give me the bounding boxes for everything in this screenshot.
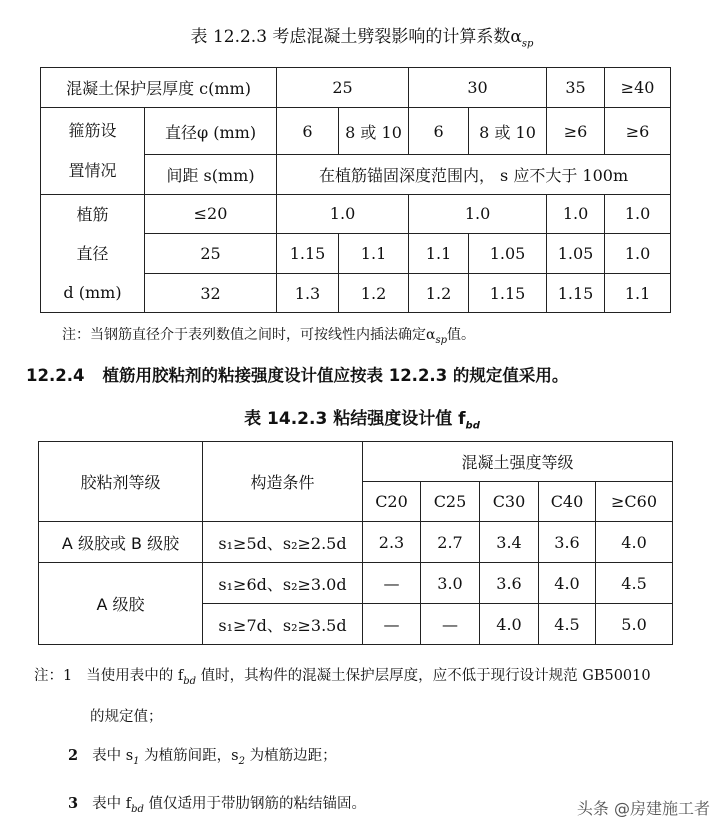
note-1-continued: 的规定值； xyxy=(90,709,163,725)
value-cell: 1.05 xyxy=(469,233,547,274)
glue-grade-ab: A 级胶或 B 级胶 xyxy=(39,522,203,563)
value-cell: 1.0 xyxy=(409,195,547,234)
value-cell: 1.15 xyxy=(469,274,547,313)
cover-25: 25 xyxy=(277,68,409,108)
value-cell: 4.0 xyxy=(596,522,673,563)
grade-header: C30 xyxy=(480,482,539,522)
value-cell: 3.6 xyxy=(539,522,596,563)
value-cell: 1.2 xyxy=(339,274,409,313)
coefficient-table xyxy=(40,67,671,313)
d-value: 25 xyxy=(145,233,277,274)
d-value: ≤20 xyxy=(145,195,277,234)
value-cell: 3.0 xyxy=(421,563,480,604)
value-cell: 1.15 xyxy=(547,274,605,313)
value-cell: 4.0 xyxy=(539,563,596,604)
dia-cell: ≥6 xyxy=(605,108,671,155)
value-cell: 1.15 xyxy=(277,233,339,274)
dia-cell: ≥6 xyxy=(547,108,605,155)
value-cell: 2.7 xyxy=(421,522,480,563)
dia-cell: 6 xyxy=(409,108,469,155)
value-cell: 3.4 xyxy=(480,522,539,563)
grade-header: C40 xyxy=(539,482,596,522)
header-concrete: 混凝土强度等级 xyxy=(363,442,673,482)
value-cell: 1.3 xyxy=(277,274,339,313)
condition-cell: s₁≥5d、s₂≥2.5d xyxy=(203,522,363,563)
dia-cell: 6 xyxy=(277,108,339,155)
cover-35: 35 xyxy=(547,68,605,108)
value-cell: 1.0 xyxy=(547,195,605,234)
value-cell: 5.0 xyxy=(596,604,673,645)
spacing-label: 间距 s(mm) xyxy=(145,155,277,195)
table2-caption: 表 14.2.3 粘结强度设计值 $f_{bd}$ xyxy=(244,409,480,432)
note-3: 3 表中 $f_{bd}$ 值仅适用于带肋钢筋的粘结锚固。 xyxy=(68,795,366,815)
glue-grade-a: A 级胶 xyxy=(39,563,203,645)
value-cell: 1.0 xyxy=(605,195,671,234)
value-cell: 4.0 xyxy=(480,604,539,645)
dia-cell: 8 或 10 xyxy=(339,108,409,155)
section-12-2-4: 12.2.4 植筋用胶粘剂的粘接强度设计值应按表 12.2.3 的规定值采用。 xyxy=(26,366,569,385)
watermark: 头条 @房建施工者 xyxy=(576,799,710,818)
bar-diameter-label: 植筋 直径 d (mm) xyxy=(41,195,145,313)
condition-cell: s₁≥7d、s₂≥3.5d xyxy=(203,604,363,645)
value-cell: 1.1 xyxy=(605,274,671,313)
grade-header: C25 xyxy=(421,482,480,522)
value-cell: 1.05 xyxy=(547,233,605,274)
value-cell: 4.5 xyxy=(539,604,596,645)
value-cell: — xyxy=(363,563,421,604)
cover-30: 30 xyxy=(409,68,547,108)
value-cell: — xyxy=(421,604,480,645)
condition-cell: s₁≥6d、s₂≥3.0d xyxy=(203,563,363,604)
grade-header: C20 xyxy=(363,482,421,522)
note-2: 2 表中 $s_1$ 为植筋间距，$s_2$ 为植筋边距； xyxy=(68,747,337,767)
diameter-label: 直径φ (mm) xyxy=(145,108,277,155)
value-cell: 2.3 xyxy=(363,522,421,563)
table1-note: 注：当钢筋直径介于表列数值之间时，可按线性内插法确定$\alpha_{sp}$值。 xyxy=(62,327,475,346)
grade-header: ≥C60 xyxy=(596,482,673,522)
value-cell: — xyxy=(363,604,421,645)
note-1: 注：1 当使用表中的 $f_{bd}$ 值时，其构件的混凝土保护层厚度，应不低于现行设计规范 GB50010 xyxy=(34,668,651,687)
d-value: 32 xyxy=(145,274,277,313)
value-cell: 4.5 xyxy=(596,563,673,604)
bond-strength-table xyxy=(38,441,673,645)
stirrup-label: 箍筋设 置情况 xyxy=(41,108,145,195)
cover-label: 混凝土保护层厚度 c(mm) xyxy=(41,68,277,108)
header-grade: 胶粘剂等级 xyxy=(39,442,203,522)
spacing-value: 在植筋锚固深度范围内， s 应不大于 100m xyxy=(277,155,671,195)
value-cell: 1.0 xyxy=(277,195,409,234)
table1-caption: 表 12.2.3 考虑混凝土劈裂影响的计算系数$\alpha_{sp}$ xyxy=(190,27,534,50)
value-cell: 1.1 xyxy=(339,233,409,274)
value-cell: 1.1 xyxy=(409,233,469,274)
value-cell: 3.6 xyxy=(480,563,539,604)
value-cell: 1.0 xyxy=(605,233,671,274)
cover-40: ≥40 xyxy=(605,68,671,108)
header-condition: 构造条件 xyxy=(203,442,363,522)
dia-cell: 8 或 10 xyxy=(469,108,547,155)
value-cell: 1.2 xyxy=(409,274,469,313)
